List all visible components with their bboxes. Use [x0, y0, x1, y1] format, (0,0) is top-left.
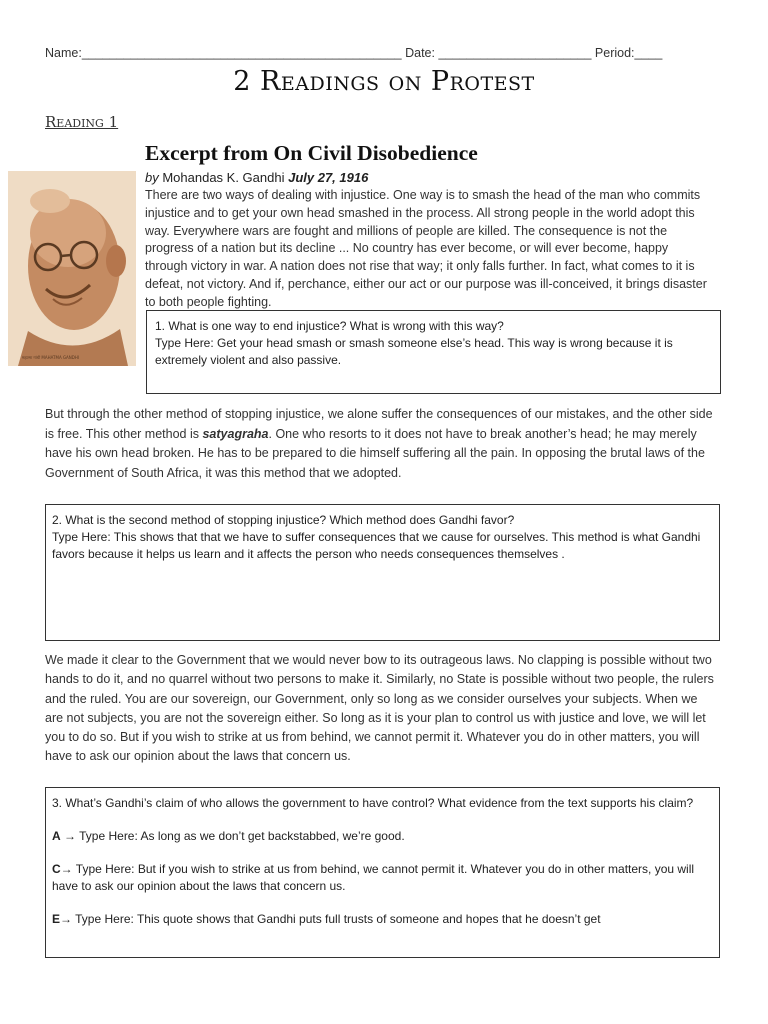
- question-1-box[interactable]: [146, 310, 721, 394]
- byline-by: by: [145, 170, 159, 185]
- answer-a-row[interactable]: [52, 828, 713, 845]
- answer-c-row[interactable]: [52, 861, 713, 895]
- publication-date: July 27, 1916: [288, 170, 369, 185]
- paragraph-2-text-after: . One who resorts to it does not have to break another’s head; he may merely have his own head broken. He has to be prepared to die himself suffering all the pain. In opposing the brutal laws of the Government of South Africa, it was this method that we adopted.: [45, 426, 705, 480]
- question-1-answer[interactable]: Type Here: Get your head smash or smash someone else’s head. This way is wrong because it is extremely violent and also passive.: [155, 336, 673, 367]
- name-line[interactable]: ______________________________________________: [81, 46, 402, 60]
- document-title: 2 Readings on Protest: [233, 66, 535, 97]
- question-2-answer[interactable]: Type Here: This shows that that we have to suffer consequences that we cause for ourselves. This method is what Gandhi favors because it helps us learn and it affects the person who needs consequences themselves .: [52, 530, 701, 561]
- name-label: Name:: [45, 46, 82, 60]
- question-3-box[interactable]: [45, 787, 720, 958]
- answer-e-row[interactable]: [52, 911, 713, 928]
- reading-label: Reading 1: [45, 113, 119, 131]
- question-2-prompt: 2. What is the second method of stopping injustice? Which method does Gandhi favor?: [52, 513, 515, 527]
- answer-a-text[interactable]: → Type Here: As long as we don’t get backstabbed, we’re good.: [60, 829, 405, 843]
- answer-e-label: E: [52, 912, 61, 926]
- answer-c-label: C: [52, 862, 61, 876]
- answer-c-text[interactable]: → Type Here: But if you wish to strike at us from behind, we cannot permit it. Whatever you do in other matters, you will have to ask our opinion about the laws that concern us.: [52, 862, 695, 893]
- question-3-prompt: 3. What’s Gandhi’s claim of who allows the government to have control? What evidence from the text supports his claim?: [52, 796, 694, 810]
- satyagraha-term: satyagraha: [202, 426, 269, 441]
- period-line[interactable]: ____: [634, 46, 663, 60]
- gandhi-portrait: [8, 171, 136, 366]
- period-label: Period:: [594, 46, 635, 60]
- byline: [145, 170, 368, 185]
- reading-paragraph-3: We made it clear to the Government that we would never bow to its outrageous laws. No clapping is possible without two hands to do it, and no quarrel without two persons to make it. Similarly, no State is possible without two people, the rulers and the ruled. You are our sovereign, our Government, only so long as we consider ourselves your subjects. When we are not subjects, you are not the sovereign either. So long as it is your plan to control us with justice and love, we will let you to do so. But if you wish to strike at us from behind, we cannot permit it. Whatever you do in other matters, you will have to ask our opinion about the laws that concern us.: [45, 653, 714, 764]
- author-name: Mohandas K. Gandhi: [158, 170, 289, 185]
- excerpt-title: Excerpt from On Civil Disobedience: [145, 141, 478, 165]
- student-info-header: [45, 46, 725, 60]
- reading-paragraph-1: There are two ways of dealing with injustice. One way is to smash the head of the man who commits injustice and to get your own head smashed in the process. All strong people in the world adopt this way. Everywhere wars are fought and millions of people are killed. The consequence is not the progress of a nation but its decline ... No country has ever become, or will ever become, happy through victory in war. A nation does not rise that way; it only falls further. In fact, what comes to it is defeat, not victory. And if, perchance, either our act or our purpose was ill-conceived, it brings disaster to both people fighting.: [145, 188, 707, 309]
- answer-e-text[interactable]: → Type Here: This quote shows that Gandhi puts full trusts of someone and hopes that he doesn’t get: [60, 912, 601, 926]
- paragraph-2-text-before: But through the other method of stopping injustice, we alone suffer the consequences of our mistakes, and the other side is free. This other method is: [45, 407, 713, 441]
- question-2-box[interactable]: [45, 504, 720, 641]
- answer-a-label: A: [52, 829, 61, 843]
- portrait-caption: महात्मा गांधी MAHATMA GANDHI: [22, 355, 80, 360]
- reading-paragraph-2: [45, 405, 715, 483]
- question-1-prompt: 1. What is one way to end injustice? What is wrong with this way?: [155, 319, 504, 333]
- date-label: Date:: [405, 46, 435, 60]
- date-line[interactable]: ______________________: [438, 46, 592, 60]
